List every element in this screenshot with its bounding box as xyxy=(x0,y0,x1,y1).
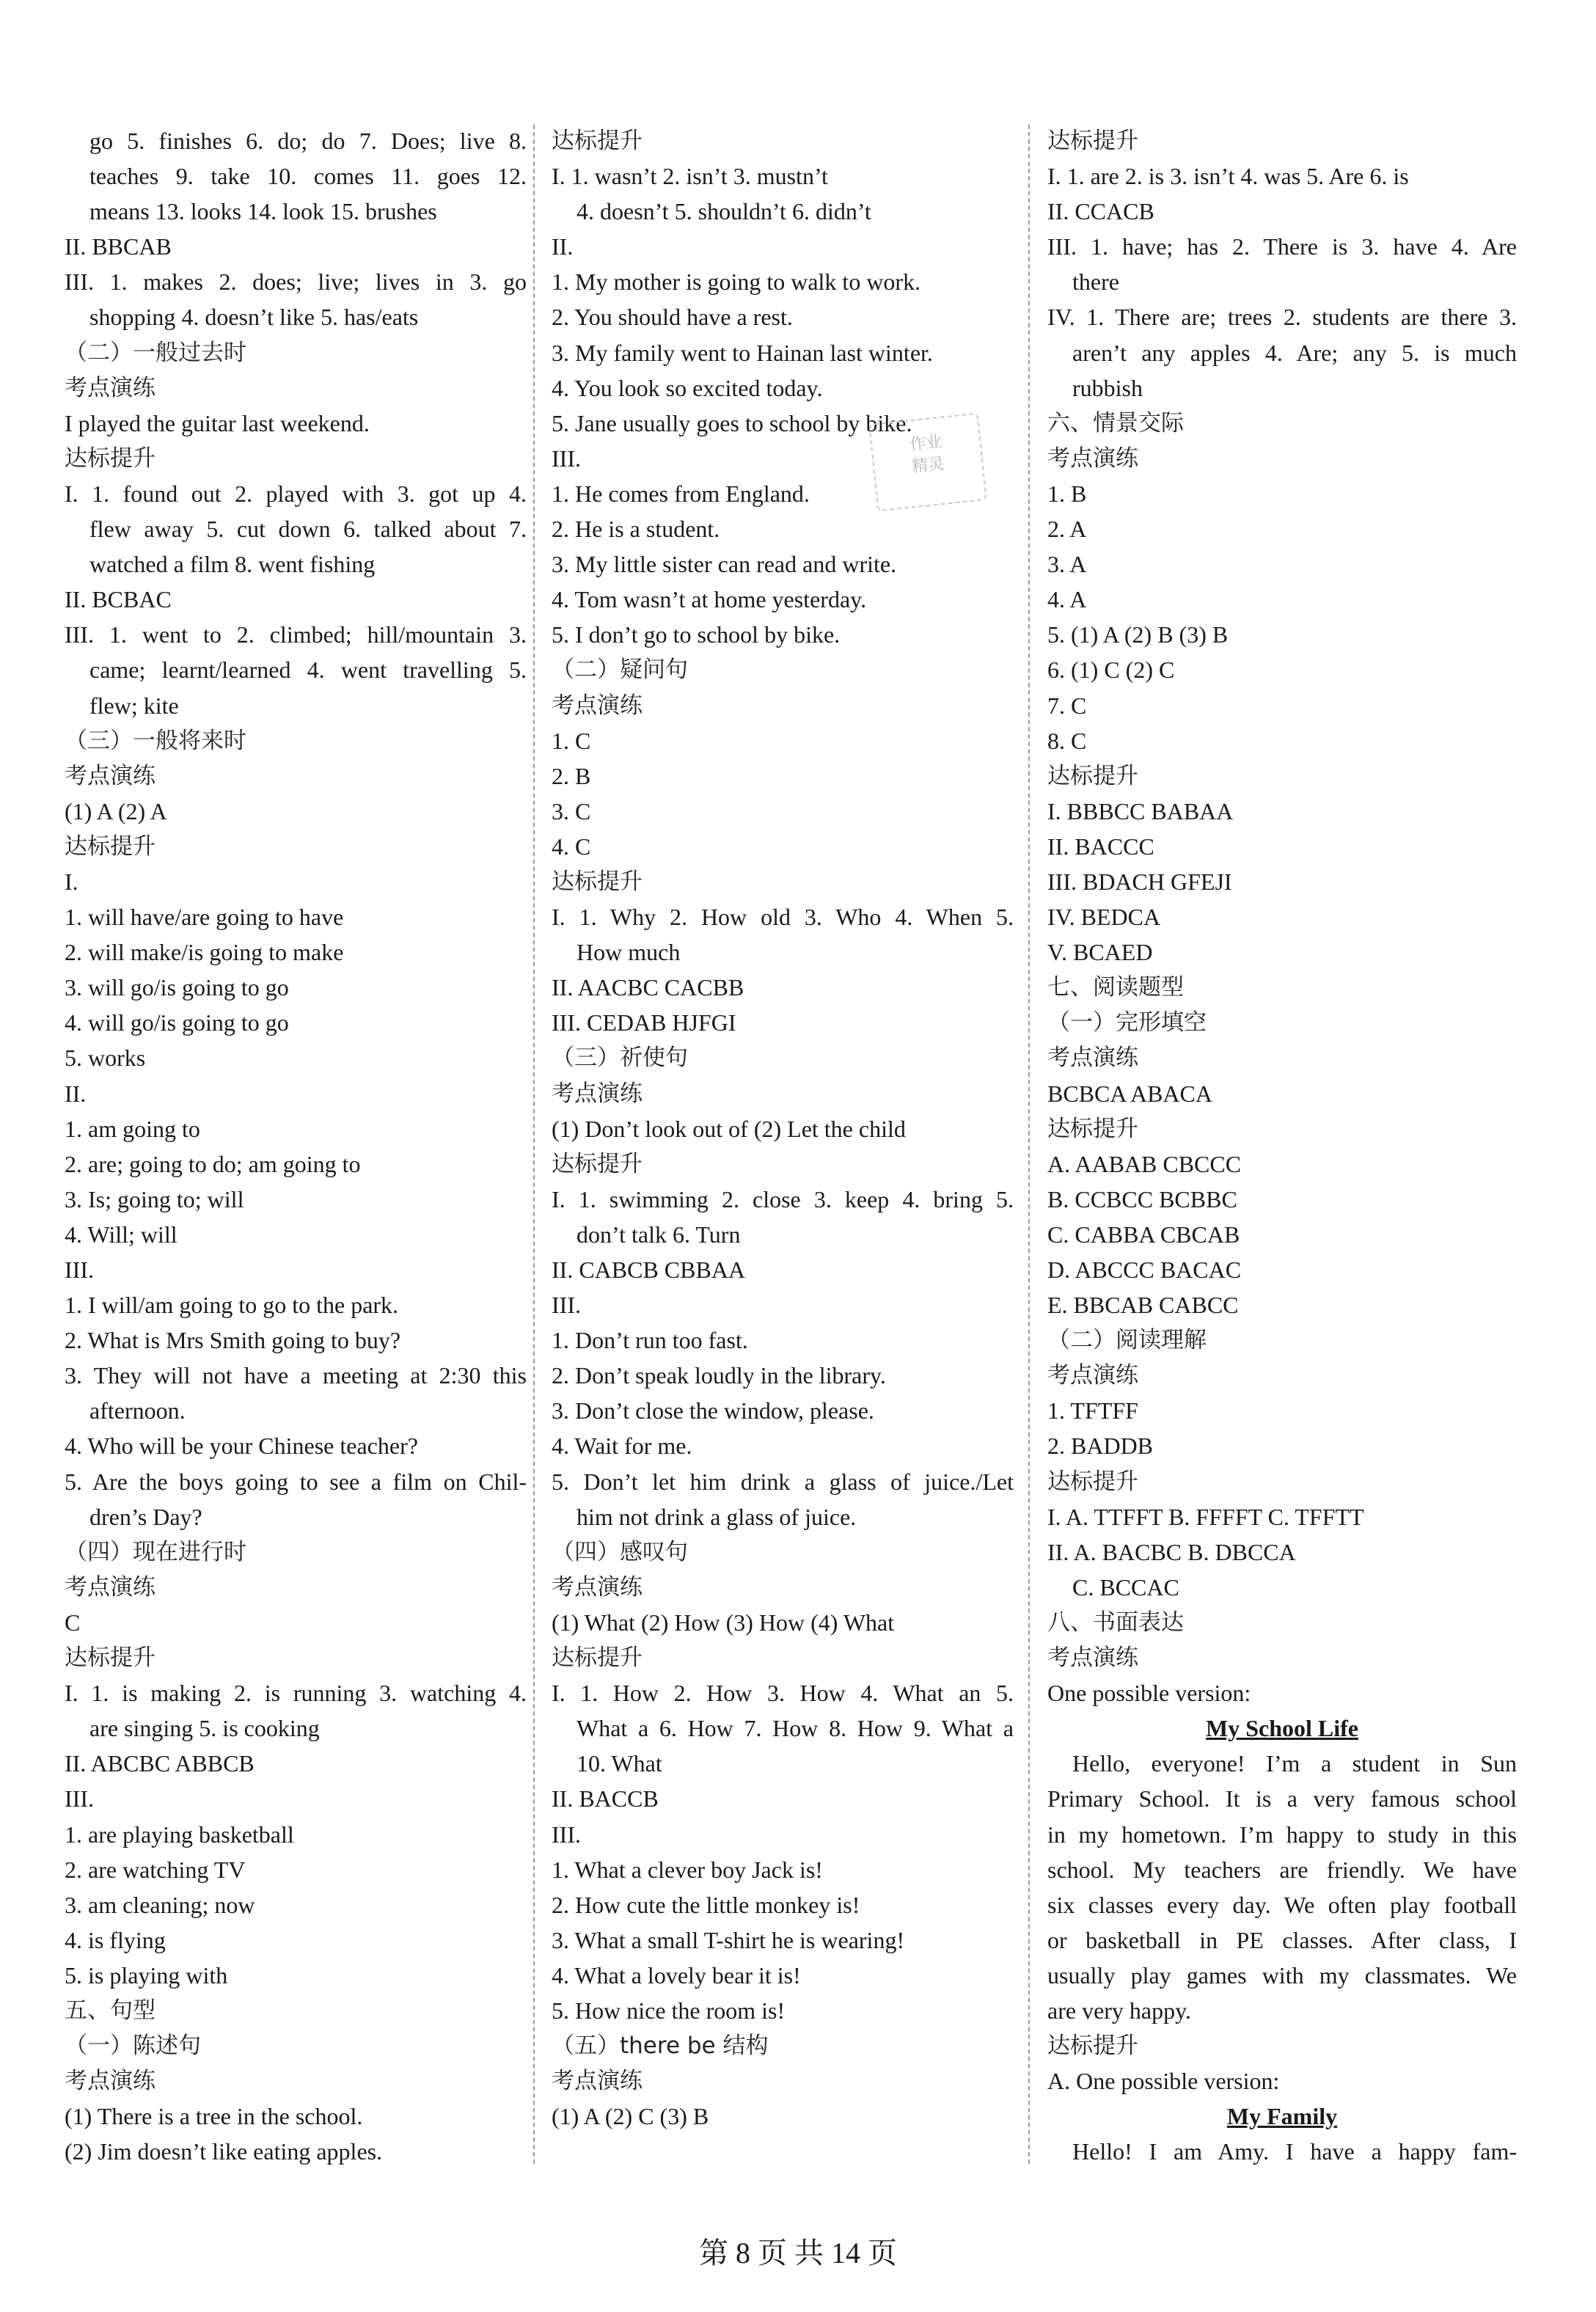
answer-line: Hello, everyone! I’m a student in Sun xyxy=(1072,1750,1517,1777)
answer-line: II. BCBAC xyxy=(65,586,172,613)
answer-line: II. BACCB xyxy=(552,1785,659,1812)
answer-line: are singing 5. is cooking xyxy=(89,1715,320,1742)
section-heading: （一）完形填空 xyxy=(1047,1009,1207,1036)
column-divider xyxy=(1028,125,1030,2164)
section-heading: 达标提升 xyxy=(65,445,155,472)
answer-line: E. BBCAB CABCC xyxy=(1047,1292,1239,1319)
section-heading: 达标提升 xyxy=(1047,762,1138,789)
answer-line: How much xyxy=(576,939,681,966)
answer-line: aren’t any apples 4. Are; any 5. is much xyxy=(1072,339,1517,366)
section-heading: 达标提升 xyxy=(1047,128,1138,154)
section-heading: （二）一般过去时 xyxy=(65,339,246,366)
essay-title: My School Life xyxy=(1206,1715,1358,1742)
answer-line: V. BCAED xyxy=(1047,939,1153,966)
answer-line: in my hometown. I’m happy to study in this xyxy=(1047,1821,1517,1848)
answer-line: (1) What (2) How (3) How (4) What xyxy=(552,1609,895,1636)
answer-line: six classes every day. We often play football xyxy=(1047,1891,1517,1918)
answer-line: (1) There is a tree in the school. xyxy=(65,2103,363,2130)
answer-line: III. xyxy=(65,1256,94,1283)
answer-line: 1. B xyxy=(1047,480,1087,507)
answer-line: 3. am cleaning; now xyxy=(65,1891,255,1918)
answer-line: 3. My little sister can read and write. xyxy=(552,551,897,578)
section-heading: （二）阅读理解 xyxy=(1047,1327,1207,1354)
section-heading: 达标提升 xyxy=(1047,1468,1138,1495)
answer-line: BCBCA ABACA xyxy=(1047,1080,1212,1107)
section-heading: （五）there be 结构 xyxy=(552,2033,769,2060)
answer-line: 2. How cute the little monkey is! xyxy=(552,1891,860,1918)
answer-line: 2. are watching TV xyxy=(65,1856,246,1883)
section-heading: 达标提升 xyxy=(552,1645,643,1672)
answer-line: III. 1. went to 2. climbed; hill/mountain 3. xyxy=(65,621,527,648)
answer-line: 2. He is a student. xyxy=(552,516,720,543)
answer-line: I. 1. wasn’t 2. isn’t 3. mustn’t xyxy=(552,163,828,190)
answer-line: 7. C xyxy=(1047,692,1087,719)
answer-line: rubbish xyxy=(1072,374,1143,401)
answer-line: 4. A xyxy=(1047,586,1087,613)
answer-line: 5. (1) A (2) B (3) B xyxy=(1047,621,1229,648)
answer-line: shopping 4. doesn’t like 5. has/eats xyxy=(89,304,419,331)
answer-line: III. 1. makes 2. does; live; lives in 3. go xyxy=(65,268,527,296)
section-heading: （三）祈使句 xyxy=(552,1045,688,1072)
answer-line: or basketball in PE classes. After class, I xyxy=(1047,1926,1517,1953)
answer-line: 4. is flying xyxy=(65,1926,166,1953)
answer-line: 4. Will; will xyxy=(65,1221,177,1248)
answer-line: 6. (1) C (2) C xyxy=(1047,656,1175,684)
section-heading: （一）陈述句 xyxy=(65,2033,201,2060)
answer-line: 8. C xyxy=(1047,727,1087,754)
answer-line: I. 1. is making 2. is running 3. watching 4. xyxy=(65,1680,527,1707)
answer-line: 2. What is Mrs Smith going to buy? xyxy=(65,1327,401,1354)
answer-line: 1. TFTFF xyxy=(1047,1397,1138,1424)
answer-line: I. 1. swimming 2. close 3. keep 4. bring 5. xyxy=(552,1185,1014,1212)
answer-line: I. 1. are 2. is 3. isn’t 4. was 5. Are 6. is xyxy=(1047,163,1409,190)
section-heading: 达标提升 xyxy=(552,1150,643,1177)
section-heading: （二）疑问句 xyxy=(552,656,688,684)
answer-line: 1. I will/am going to go to the park. xyxy=(65,1292,399,1319)
essay-title: My Family xyxy=(1226,2103,1338,2130)
answer-line: usually play games with my classmates. We xyxy=(1047,1961,1517,1989)
answer-line: III. xyxy=(552,445,581,472)
section-heading: 考点演练 xyxy=(552,2068,643,2095)
answer-line: 3. My family went to Hainan last winter. xyxy=(552,339,933,366)
answer-line: 2. B xyxy=(552,762,591,789)
answer-line: One possible version: xyxy=(1047,1680,1251,1707)
section-heading: 七、阅读题型 xyxy=(1047,974,1184,1001)
section-heading: 考点演练 xyxy=(1047,1362,1138,1389)
answer-line: 2. are; going to do; am going to xyxy=(65,1150,361,1177)
answer-line: 2. A xyxy=(1047,516,1087,543)
answer-line: II. BACCC xyxy=(1047,833,1154,860)
answer-line: 10. What xyxy=(576,1750,662,1777)
answer-line: (1) A (2) C (3) B xyxy=(552,2103,709,2130)
answer-line: go 5. finishes 6. do; do 7. Does; live 8. xyxy=(89,128,527,154)
answer-line: A. One possible version: xyxy=(1047,2068,1280,2095)
answer-line: I. 1. How 2. How 3. How 4. What an 5. xyxy=(552,1680,1014,1707)
answer-line: 2. Don’t speak loudly in the library. xyxy=(552,1362,886,1389)
answer-line: 2. will make/is going to make xyxy=(65,939,344,966)
answer-line: watched a film 8. went fishing xyxy=(89,551,376,578)
answer-line: II. BBCAB xyxy=(65,233,172,260)
answer-line: 5. works xyxy=(65,1045,146,1072)
answer-line: 1. will have/are going to have xyxy=(65,904,344,931)
answer-line: What a 6. How 7. How 8. How 9. What a xyxy=(576,1715,1014,1742)
answer-line: 2. BADDB xyxy=(1047,1433,1154,1460)
answer-line: teaches 9. take 10. comes 11. goes 12. xyxy=(89,163,527,190)
answer-line: II. AACBC CACBB xyxy=(552,974,744,1001)
answer-line: there xyxy=(1072,268,1119,296)
page-number-footer: 第 8 页 共 14 页 xyxy=(699,2236,897,2269)
answer-line: 4. Who will be your Chinese teacher? xyxy=(65,1433,418,1460)
section-heading: （三）一般将来时 xyxy=(65,727,246,754)
section-heading: 达标提升 xyxy=(552,128,643,154)
answer-line: II. CABCB CBBAA xyxy=(552,1256,746,1283)
answer-line: flew away 5. cut down 6. talked about 7. xyxy=(89,516,527,543)
answer-line: C. CABBA CBCAB xyxy=(1047,1221,1240,1248)
section-heading: 考点演练 xyxy=(552,692,643,719)
stamp-text: 精灵 xyxy=(911,454,945,477)
answer-line: him not drink a glass of juice. xyxy=(576,1503,857,1530)
answer-line: 1. am going to xyxy=(65,1115,200,1142)
answer-line: 3. What a small T-shirt he is wearing! xyxy=(552,1926,905,1953)
answer-line: flew; kite xyxy=(89,692,179,719)
answer-line: 5. How nice the room is! xyxy=(552,1997,786,2024)
answer-line: III. 1. have; has 2. There is 3. have 4. Are xyxy=(1047,233,1517,260)
answer-line: 4. Wait for me. xyxy=(552,1433,692,1460)
answer-line: 4. What a lovely bear it is! xyxy=(552,1961,801,1989)
answer-line: 4. You look so excited today. xyxy=(552,374,823,401)
section-heading: 五、句型 xyxy=(65,1997,155,2024)
answer-line: Primary School. It is a very famous school xyxy=(1047,1785,1517,1812)
answer-line: school. My teachers are friendly. We have xyxy=(1047,1856,1517,1883)
section-heading: 考点演练 xyxy=(552,1573,643,1601)
section-heading: 考点演练 xyxy=(1047,1045,1138,1072)
answer-line: are very happy. xyxy=(1047,1997,1192,2024)
answer-line: 5. Don’t let him drink a glass of juice./Let xyxy=(552,1468,1014,1495)
answer-line: 3. Is; going to; will xyxy=(65,1185,244,1212)
answer-line: I. 1. Why 2. How old 3. Who 4. When 5. xyxy=(552,904,1014,931)
answer-line: 3. C xyxy=(552,797,591,824)
section-heading: 考点演练 xyxy=(65,374,155,401)
answer-line: I. 1. found out 2. played with 3. got up 4. xyxy=(65,480,527,507)
answer-line: 4. Tom wasn’t at home yesterday. xyxy=(552,586,867,613)
answer-line: 1. My mother is going to walk to work. xyxy=(552,268,921,296)
answer-line: II. xyxy=(552,233,574,260)
answer-line: 5. Jane usually goes to school by bike. xyxy=(552,409,912,436)
stamp-text: 作业 xyxy=(909,432,943,455)
answer-line: don’t talk 6. Turn xyxy=(576,1221,741,1248)
answer-line: (1) Don’t look out of (2) Let the child xyxy=(552,1115,906,1142)
section-heading: 考点演练 xyxy=(65,762,155,789)
section-heading: 考点演练 xyxy=(1047,445,1138,472)
answer-line: IV. 1. There are; trees 2. students are there 3. xyxy=(1047,304,1517,331)
answer-line: 1. C xyxy=(552,727,591,754)
answer-line: 1. He comes from England. xyxy=(552,480,810,507)
answer-line: III. xyxy=(552,1292,581,1319)
answer-line: III. xyxy=(65,1785,94,1812)
answer-line: 1. Don’t run too fast. xyxy=(552,1327,748,1354)
answer-line: 3. Don’t close the window, please. xyxy=(552,1397,874,1424)
answer-line: 2. You should have a rest. xyxy=(552,304,793,331)
section-heading: 达标提升 xyxy=(552,868,643,895)
section-heading: 考点演练 xyxy=(1047,1645,1138,1672)
section-heading: 六、情景交际 xyxy=(1047,409,1184,436)
column-3 xyxy=(1047,123,1517,2169)
answer-line: A. AABAB CBCCC xyxy=(1047,1150,1242,1177)
section-heading: （四）现在进行时 xyxy=(65,1538,246,1565)
answer-line: III. CEDAB HJFGI xyxy=(552,1009,736,1036)
section-heading: 达标提升 xyxy=(65,1645,155,1672)
answer-line: 5. is playing with xyxy=(65,1961,228,1989)
section-heading: 达标提升 xyxy=(1047,2033,1138,2060)
answer-line: 3. They will not have a meeting at 2:30 this xyxy=(65,1362,527,1389)
section-heading: （四）感叹句 xyxy=(552,1538,688,1565)
answer-line: I. A. TTFFT B. FFFFT C. TFFTT xyxy=(1047,1503,1364,1530)
watermark-stamp xyxy=(868,412,987,511)
column-1 xyxy=(65,123,527,2169)
answer-line: dren’s Day? xyxy=(89,1503,202,1530)
answer-line: 5. Are the boys going to see a film on Chil- xyxy=(65,1468,527,1495)
answer-line: IV. BEDCA xyxy=(1047,904,1161,931)
answer-line: I. xyxy=(65,868,78,895)
answer-line: I. BBBCC BABAA xyxy=(1047,797,1234,824)
answer-line: 4. will go/is going to go xyxy=(65,1009,289,1036)
answer-line: 4. C xyxy=(552,833,591,860)
answer-line: (2) Jim doesn’t like eating apples. xyxy=(65,2138,383,2165)
answer-line: 3. A xyxy=(1047,551,1087,578)
answer-line: II. xyxy=(65,1080,87,1107)
answer-line: III. xyxy=(552,1821,581,1848)
answer-line: B. CCBCC BCBBC xyxy=(1047,1185,1237,1212)
answer-line: C. BCCAC xyxy=(1072,1573,1179,1601)
section-heading: 考点演练 xyxy=(65,1573,155,1601)
section-heading: 八、书面表达 xyxy=(1047,1609,1184,1636)
answer-line: 4. doesn’t 5. shouldn’t 6. didn’t xyxy=(576,198,871,225)
section-heading: 考点演练 xyxy=(552,1080,643,1107)
answer-line: II. ABCBC ABBCB xyxy=(65,1750,255,1777)
answer-line: II. A. BACBC B. DBCCA xyxy=(1047,1538,1296,1565)
answer-line: came; learnt/learned 4. went travelling 5. xyxy=(89,656,527,684)
answer-line: C xyxy=(65,1609,81,1636)
answer-line: means 13. looks 14. look 15. brushes xyxy=(89,198,437,225)
answer-line: afternoon. xyxy=(89,1397,186,1424)
section-heading: 达标提升 xyxy=(1047,1115,1138,1142)
answer-line: D. ABCCC BACAC xyxy=(1047,1256,1242,1283)
section-heading: 达标提升 xyxy=(65,833,155,860)
answer-line: III. BDACH GFEJI xyxy=(1047,868,1232,895)
answer-line: I played the guitar last weekend. xyxy=(65,409,370,436)
answer-line: 1. are playing basketball xyxy=(65,1821,294,1848)
answer-line: (1) A (2) A xyxy=(65,797,167,824)
answer-line: 5. I don’t go to school by bike. xyxy=(552,621,841,648)
answer-line: 1. What a clever boy Jack is! xyxy=(552,1856,823,1883)
answer-line: Hello! I am Amy. I have a happy fam- xyxy=(1072,2138,1517,2165)
answer-line: II. CCACB xyxy=(1047,198,1154,225)
answer-line: 3. will go/is going to go xyxy=(65,974,289,1001)
section-heading: 考点演练 xyxy=(65,2068,155,2095)
column-divider xyxy=(533,125,535,2164)
